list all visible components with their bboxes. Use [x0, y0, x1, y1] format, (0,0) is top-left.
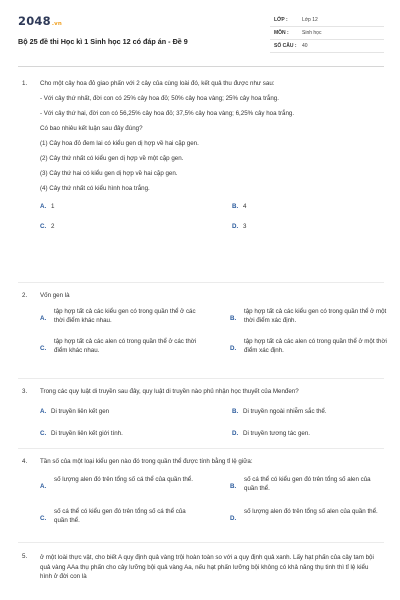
question-line: (3) Cây thứ hai có kiểu gen dị hợp về hai cặp gen. [40, 169, 178, 177]
option-label: A. [40, 483, 47, 491]
question-line: Có bao nhiêu kết luận sau đây đúng? [40, 124, 143, 132]
question-line: - Với cây thứ nhất, đời con có 25% cây hoa đỏ; 50% cây hoa vàng; 25% cây hoa trắng. [40, 94, 279, 102]
meta-value: Sinh học [302, 30, 322, 36]
answer-row [40, 476, 372, 498]
option-label: B. [230, 315, 237, 323]
site-logo[interactable] [18, 14, 62, 30]
option-text: 3 [243, 223, 247, 231]
option-label: A. [40, 203, 47, 211]
option-label: A. [40, 408, 47, 416]
option-label: B. [230, 483, 237, 491]
answer-row [40, 338, 387, 360]
question-text: Cho một cây hoa đỏ giao phấn với 2 cây của cùng loài đó, kết quả thu được như sau: [40, 80, 275, 87]
logo-domain: .vn [51, 21, 63, 27]
answer-row [40, 203, 372, 213]
question-text: Trong các quy luật di truyền sau đây, quy luật di truyền nào phủ nhận học thuyết của Menđen? [40, 388, 299, 395]
answer-row [40, 508, 378, 530]
question-separator [18, 448, 384, 449]
answer-row [40, 408, 372, 418]
answer-option-c[interactable]: tập hợp tất cả các alen có trong quần thể ở các thời điểm khác nhau. [54, 338, 197, 355]
option-label: C. [40, 515, 47, 523]
question-5 [22, 553, 378, 582]
option-label: D. [230, 515, 237, 523]
option-text: 2 [51, 223, 55, 231]
answer-option-c[interactable]: số cá thể có kiểu gen đó trên tổng số cá thể của quần thể. [54, 508, 186, 525]
option-label: C. [40, 223, 47, 231]
answer-option-b[interactable]: tập hợp tất cả các kiểu gen có trong quần thể ở một thời điểm xác định. [244, 308, 387, 325]
option-text: 4 [243, 203, 247, 211]
answer-option-d[interactable] [232, 430, 310, 438]
option-label: D. [230, 345, 237, 353]
question-number: 2. [22, 292, 28, 299]
question-1 [22, 80, 372, 233]
option-label: A. [40, 315, 47, 323]
question-number: 1. [22, 80, 28, 87]
meta-key: SỐ CÂU : [274, 43, 297, 49]
answer-option-d[interactable] [232, 223, 246, 231]
question-text: Vốn gen là [40, 292, 70, 299]
question-separator [18, 282, 384, 283]
option-text: 1 [51, 203, 55, 211]
question-3 [22, 388, 372, 440]
question-number: 3. [22, 388, 28, 395]
answer-option-a[interactable]: tập hợp tất cả các kiểu gen có trong quần thể ở các thời điểm khác nhau. [54, 308, 196, 325]
option-label: D. [232, 430, 239, 438]
question-text: Tần số của một loại kiểu gen nào đó trong quần thể được tính bằng tỉ lệ giữa: [40, 458, 253, 465]
option-label: B. [232, 408, 239, 416]
answer-option-c[interactable] [40, 223, 54, 231]
meta-value: Lớp 12 [302, 17, 318, 23]
question-2 [22, 292, 387, 360]
meta-row-subject [270, 27, 384, 40]
answer-option-a[interactable]: số lượng alen đó trên tổng số cá thể của quần thể. [54, 476, 193, 484]
option-label: B. [232, 203, 239, 211]
option-text: Di truyền liên kết gen [51, 408, 110, 416]
answer-option-b[interactable] [232, 408, 327, 416]
question-line: (2) Cây thứ nhất có kiểu gen dị hợp về một cặp gen. [40, 154, 184, 162]
answer-option-a[interactable] [40, 203, 54, 211]
answer-option-b[interactable]: số cá thể có kiểu gen đó trên tổng số alen của quần thể. [244, 476, 371, 493]
header-divider [18, 66, 384, 67]
meta-key: MÔN : [274, 30, 289, 36]
answer-row [40, 308, 387, 330]
answer-option-d[interactable]: tập hợp tất cả các alen có trong quần thể ở một thời điểm xác định. [244, 338, 387, 355]
option-label: C. [40, 345, 47, 353]
document-title: Bộ 25 đề thi Học kì 1 Sinh học 12 có đáp án - Đề 9 [18, 37, 188, 46]
question-separator [18, 542, 384, 543]
document-header [18, 10, 384, 60]
answer-option-b[interactable] [232, 203, 246, 211]
question-number: 4. [22, 458, 28, 465]
option-text: Di truyền ngoài nhiễm sắc thể. [243, 408, 327, 416]
answer-option-a[interactable] [40, 408, 109, 416]
question-number: 5. [22, 553, 28, 560]
meta-row-class [270, 14, 384, 27]
option-text: Di truyền liên kết giới tính. [51, 430, 123, 438]
logo-main: 2048 [18, 14, 51, 28]
meta-key: LỚP : [274, 17, 288, 23]
question-separator [18, 378, 384, 379]
option-text: Di truyền tương tác gen. [243, 430, 311, 438]
question-text: ở một loài thực vật, cho biết A quy định quả vàng trội hoàn toàn so với a quy định quả xanh. Lấy hạt phấn của cây tam bội quả vàng AAa thụ phấn cho cây lưỡng bội quả vàng Aa, nếu hạt phấn lưỡng bội không có khả năng thụ tinh thì tỉ lệ kiểu hình ở đời con là [40, 554, 374, 581]
answer-option-c[interactable] [40, 430, 123, 438]
answer-row [40, 430, 372, 440]
answer-option-d[interactable]: số lượng alen đó trên tổng số alen của quần thể. [244, 508, 378, 516]
question-4 [22, 458, 378, 530]
meta-row-count [270, 40, 384, 53]
meta-table [270, 14, 384, 53]
question-line: - Với cây thứ hai, đời con có 56,25% cây hoa đỏ; 37,5% cây hoa vàng; 6,25% cây hoa trắng. [40, 109, 295, 117]
option-label: D. [232, 223, 239, 231]
answer-row [40, 223, 372, 233]
meta-value: 40 [302, 43, 308, 49]
option-label: C. [40, 430, 47, 438]
question-line: (4) Cây thứ nhất có kiểu hình hoa trắng. [40, 184, 150, 192]
question-line: (1) Cây hoa đỏ đem lai có kiểu gen dị hợp về hai cặp gen. [40, 139, 199, 147]
